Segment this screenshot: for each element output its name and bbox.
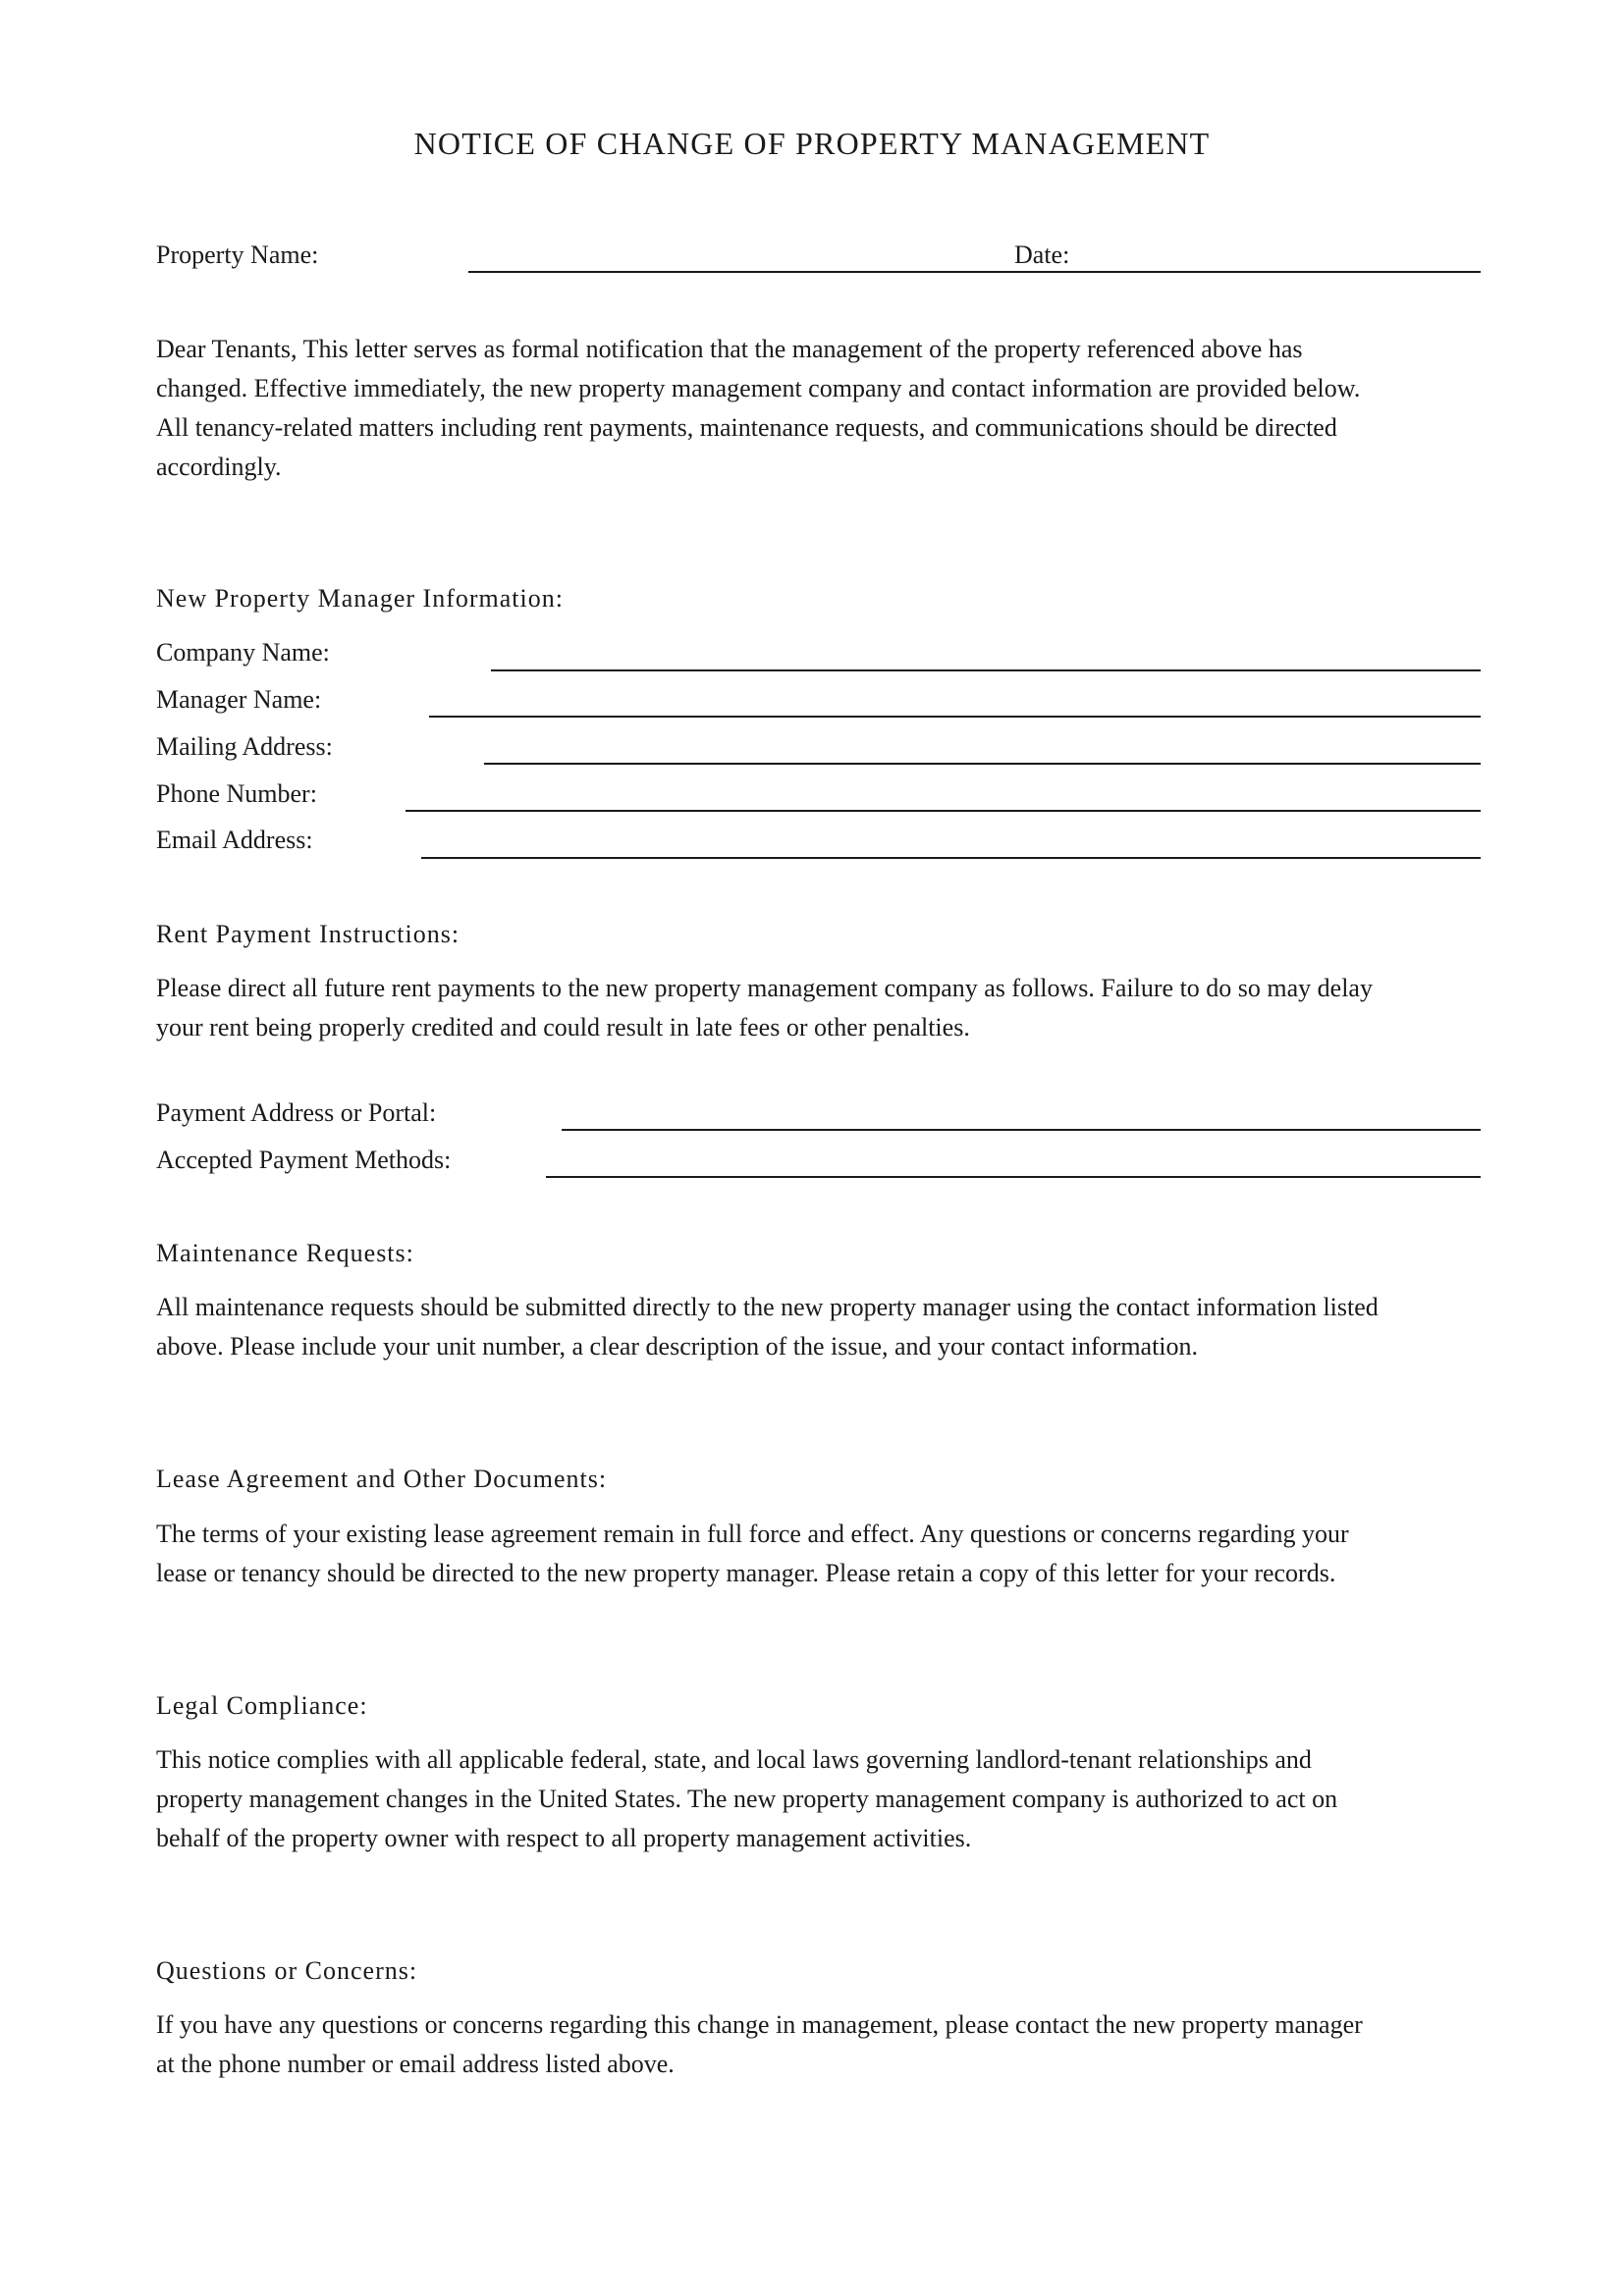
payment-address-label: Payment Address or Portal: [156,1098,437,1127]
company-name-label: Company Name: [156,638,330,667]
legal-line: behalf of the property owner with respect to all property management activities. [156,1824,972,1852]
payment-methods-label: Accepted Payment Methods: [156,1146,452,1174]
rent-line: Please direct all future rent payments to the new property management company as follows. Failure to do so may delay [156,974,1373,1002]
legal-paragraph [156,1740,1482,1858]
mailing-address-label: Mailing Address: [156,732,333,761]
intro-line: Dear Tenants, This letter serves as formal notification that the management of the property referenced above has [156,335,1303,363]
property-name-line[interactable] [468,271,1481,273]
maintenance-heading: Maintenance Requests: [156,1239,414,1267]
maintenance-line: All maintenance requests should be submitted directly to the new property manager using the contact information listed [156,1293,1379,1321]
intro-paragraph [156,330,1482,487]
lease-heading: Lease Agreement and Other Documents: [156,1465,608,1493]
manager-info-heading: New Property Manager Information: [156,584,564,613]
intro-line: All tenancy-related matters including rent payments, maintenance requests, and communications should be directed [156,413,1337,442]
rent-heading: Rent Payment Instructions: [156,920,460,948]
payment-methods-line[interactable] [546,1176,1481,1178]
intro-line: changed. Effective immediately, the new property management company and contact information are provided below. [156,374,1361,402]
lease-paragraph [156,1515,1482,1593]
property-name-label: Property Name: [156,240,319,269]
rent-line: your rent being properly credited and could result in late fees or other penalties. [156,1013,970,1041]
manager-name-line[interactable] [429,716,1481,718]
company-name-line[interactable] [491,669,1481,671]
intro-line: accordingly. [156,453,282,481]
email-address-label: Email Address: [156,826,313,854]
questions-paragraph [156,2005,1482,2084]
questions-line: If you have any questions or concerns regarding this change in management, please contact the new property manager [156,2010,1363,2039]
phone-number-line[interactable] [406,810,1481,812]
email-address-line[interactable] [421,857,1481,859]
rent-paragraph [156,969,1482,1047]
legal-heading: Legal Compliance: [156,1691,368,1720]
legal-line: property management changes in the United States. The new property management company is authorized to act on [156,1785,1338,1813]
document-title: NOTICE OF CHANGE OF PROPERTY MANAGEMENT [413,126,1211,161]
mailing-address-line[interactable] [484,763,1481,765]
maintenance-line: above. Please include your unit number, a clear description of the issue, and your contact information. [156,1332,1199,1361]
manager-name-label: Manager Name: [156,685,322,714]
maintenance-paragraph [156,1288,1482,1366]
phone-number-label: Phone Number: [156,779,317,808]
payment-address-line[interactable] [562,1129,1481,1131]
lease-line: The terms of your existing lease agreement remain in full force and effect. Any questions or concerns regarding your [156,1520,1349,1548]
lease-line: lease or tenancy should be directed to the new property manager. Please retain a copy of this letter for your records. [156,1559,1336,1587]
questions-heading: Questions or Concerns: [156,1956,418,1985]
date-label: Date: [1014,240,1070,269]
questions-line: at the phone number or email address listed above. [156,2050,675,2078]
legal-line: This notice complies with all applicable federal, state, and local laws governing landlord-tenant relationships and [156,1745,1312,1774]
